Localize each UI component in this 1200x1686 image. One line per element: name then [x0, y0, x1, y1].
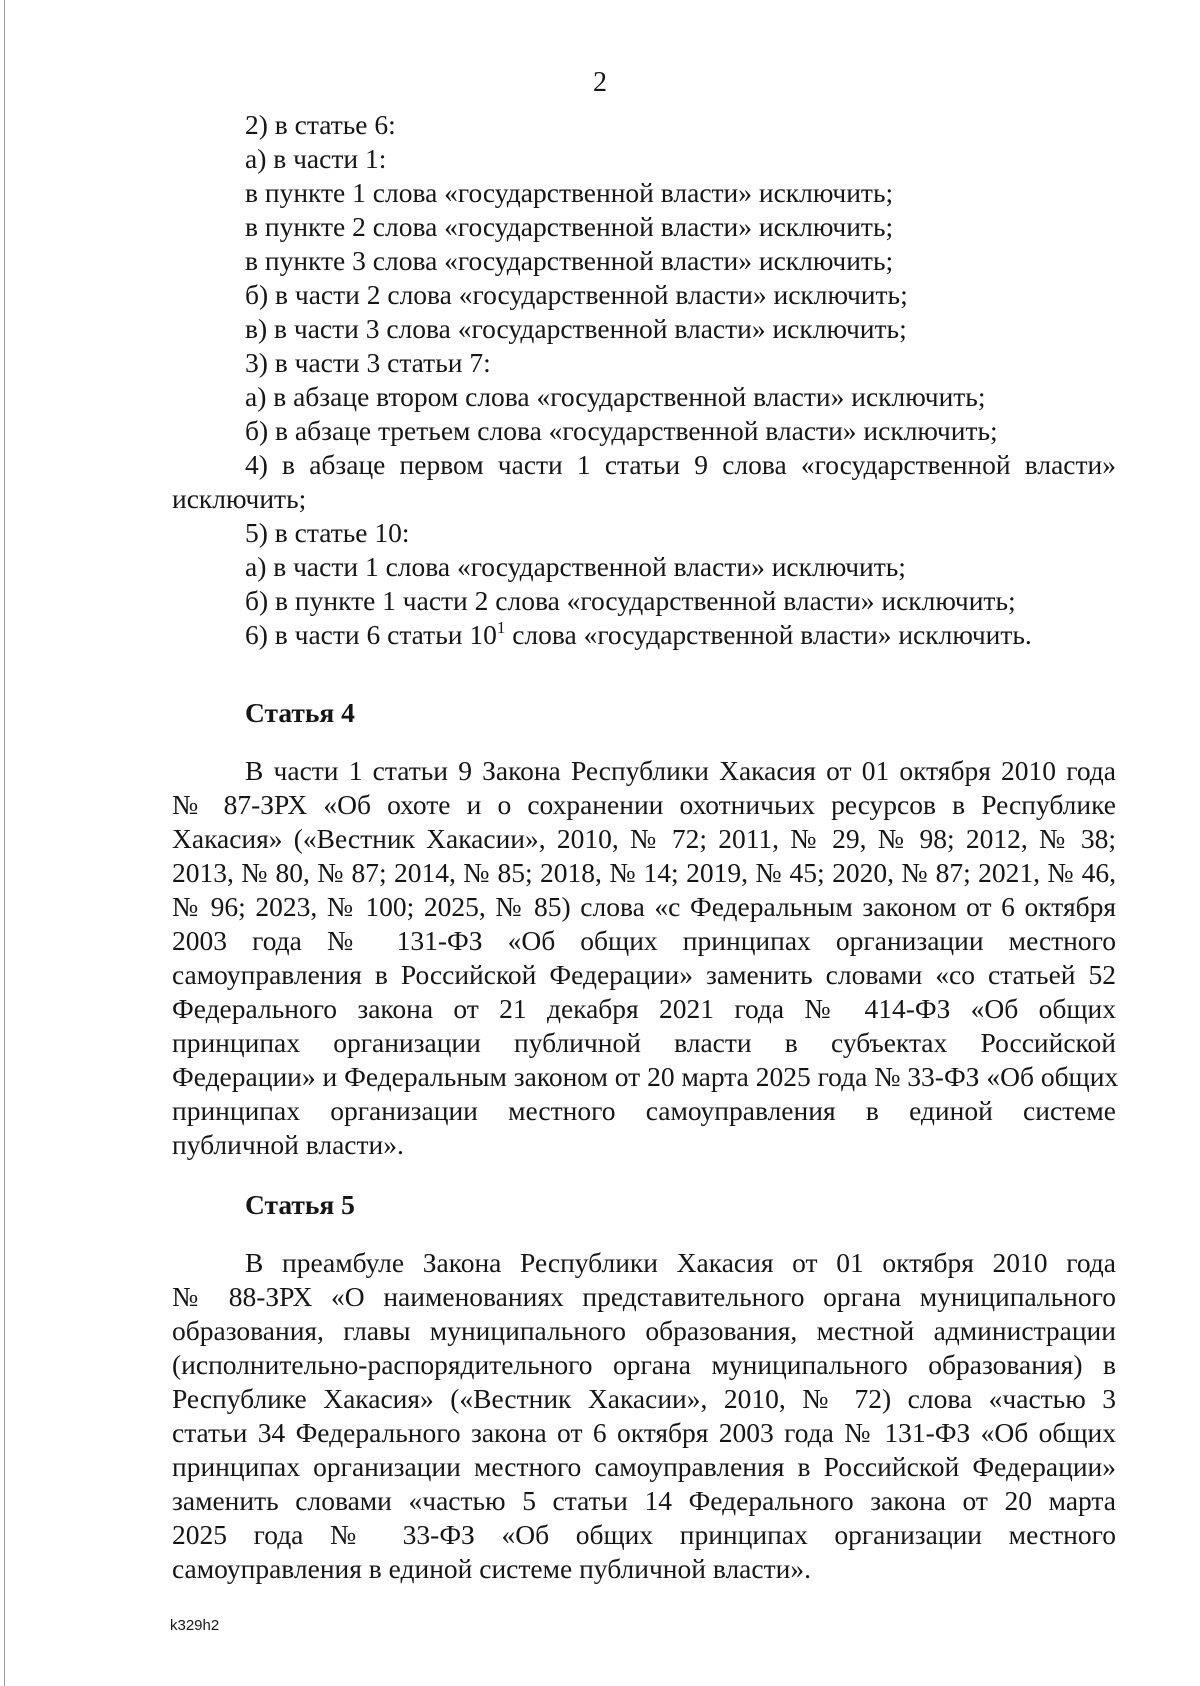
- article-5-line: статьи 34 Федерального закона от 6 октября 2003 года № 131-ФЗ «Об общих: [172, 1417, 1116, 1448]
- amendment-line: 4) в абзаце первом части 1 статьи 9 слова «государственной власти»: [245, 449, 1116, 480]
- amendment-line: а) в части 1 слова «государственной власти» исключить;: [245, 551, 906, 582]
- article-4-line: № 96; 2023, № 100; 2025, № 85) слова «с Федеральным законом от 6 октября: [172, 891, 1116, 922]
- amendment-line: 3) в части 3 статьи 7:: [245, 347, 491, 378]
- article-5-heading: Статья 5: [245, 1189, 355, 1220]
- article-5-line: Республике Хакасия» («Вестник Хакасии», 2010, № 72) слова «частью 3: [172, 1383, 1116, 1414]
- amendment-line: в пункте 1 слова «государственной власти» исключить;: [245, 177, 894, 208]
- amendment-6-text: 6) в части 6 статьи 10: [245, 619, 497, 650]
- article-4-line: публичной власти».: [172, 1129, 404, 1160]
- amendment-line: исключить;: [172, 483, 307, 514]
- scan-edge-line: [4, 0, 5, 1686]
- article-4-line: Федерации» и Федеральным законом от 20 марта 2025 года № 33-ФЗ «Об общих: [172, 1061, 1119, 1092]
- article-4-line: В части 1 статьи 9 Закона Республики Хакасия от 01 октября 2010 года: [245, 755, 1116, 786]
- amendment-line: в пункте 3 слова «государственной власти» исключить;: [245, 245, 894, 276]
- amendment-line: в пункте 2 слова «государственной власти» исключить;: [245, 211, 894, 242]
- article-4-line: Хакасия» («Вестник Хакасии», 2010, № 72; 2011, № 29, № 98; 2012, № 38;: [172, 823, 1116, 854]
- article-5-line: № 88-ЗРХ «О наименованиях представительного органа муниципального: [172, 1281, 1116, 1312]
- amendment-line: а) в абзаце втором слова «государственной власти» исключить;: [245, 381, 986, 412]
- page-number: 2: [593, 67, 607, 98]
- article-5-line: самоуправления в единой системе публичной власти».: [172, 1553, 811, 1584]
- amendment-line: б) в пункте 1 части 2 слова «государственной власти» исключить;: [245, 585, 1016, 616]
- article-5-line: заменить словами «частью 5 статьи 14 Федерального закона от 20 марта: [172, 1485, 1116, 1516]
- amendment-line: 2) в статье 6:: [245, 109, 396, 140]
- superscript-index: 1: [496, 618, 506, 637]
- article-4-line: принципах организации местного самоуправления в единой системе: [172, 1095, 1116, 1126]
- article-4-heading: Статья 4: [245, 697, 355, 728]
- article-4-line: самоуправления в Российской Федерации» заменить словами «со статьей 52: [172, 959, 1116, 990]
- amendment-line: 5) в статье 10:: [245, 517, 410, 548]
- article-5-line: В преамбуле Закона Республики Хакасия от 01 октября 2010 года: [245, 1247, 1116, 1278]
- article-5-line: (исполнительно-распорядительного органа муниципального образования) в: [172, 1349, 1116, 1380]
- amendment-line: в) в части 3 слова «государственной власти» исключить;: [245, 313, 907, 344]
- article-4-line: Федерального закона от 21 декабря 2021 года № 414-ФЗ «Об общих: [172, 993, 1116, 1024]
- article-5-line: 2025 года № 33-ФЗ «Об общих принципах организации местного: [172, 1519, 1116, 1550]
- amendment-line: б) в части 2 слова «государственной власти» исключить;: [245, 279, 908, 310]
- article-5-line: принципах организации местного самоуправления в Российской Федерации»: [172, 1451, 1116, 1482]
- article-4-line: принципах организации публичной власти в субъектах Российской: [172, 1027, 1116, 1058]
- article-4-line: 2013, № 80, № 87; 2014, № 85; 2018, № 14; 2019, № 45; 2020, № 87; 2021, № 46,: [172, 857, 1116, 888]
- article-4-line: № 87-ЗРХ «Об охоте и о сохранении охотничьих ресурсов в Республике: [172, 789, 1116, 820]
- amendment-6-text-end: слова «государственной власти» исключить.: [505, 619, 1032, 650]
- amendment-line: б) в абзаце третьем слова «государственной власти» исключить;: [245, 415, 998, 446]
- amendment-line: а) в части 1:: [245, 143, 387, 174]
- document-code: k329h2: [170, 1617, 220, 1634]
- amendment-line-6: [245, 618, 1032, 652]
- article-4-line: 2003 года № 131-ФЗ «Об общих принципах организации местного: [172, 925, 1116, 956]
- article-5-line: образования, главы муниципального образования, местной администрации: [172, 1315, 1116, 1346]
